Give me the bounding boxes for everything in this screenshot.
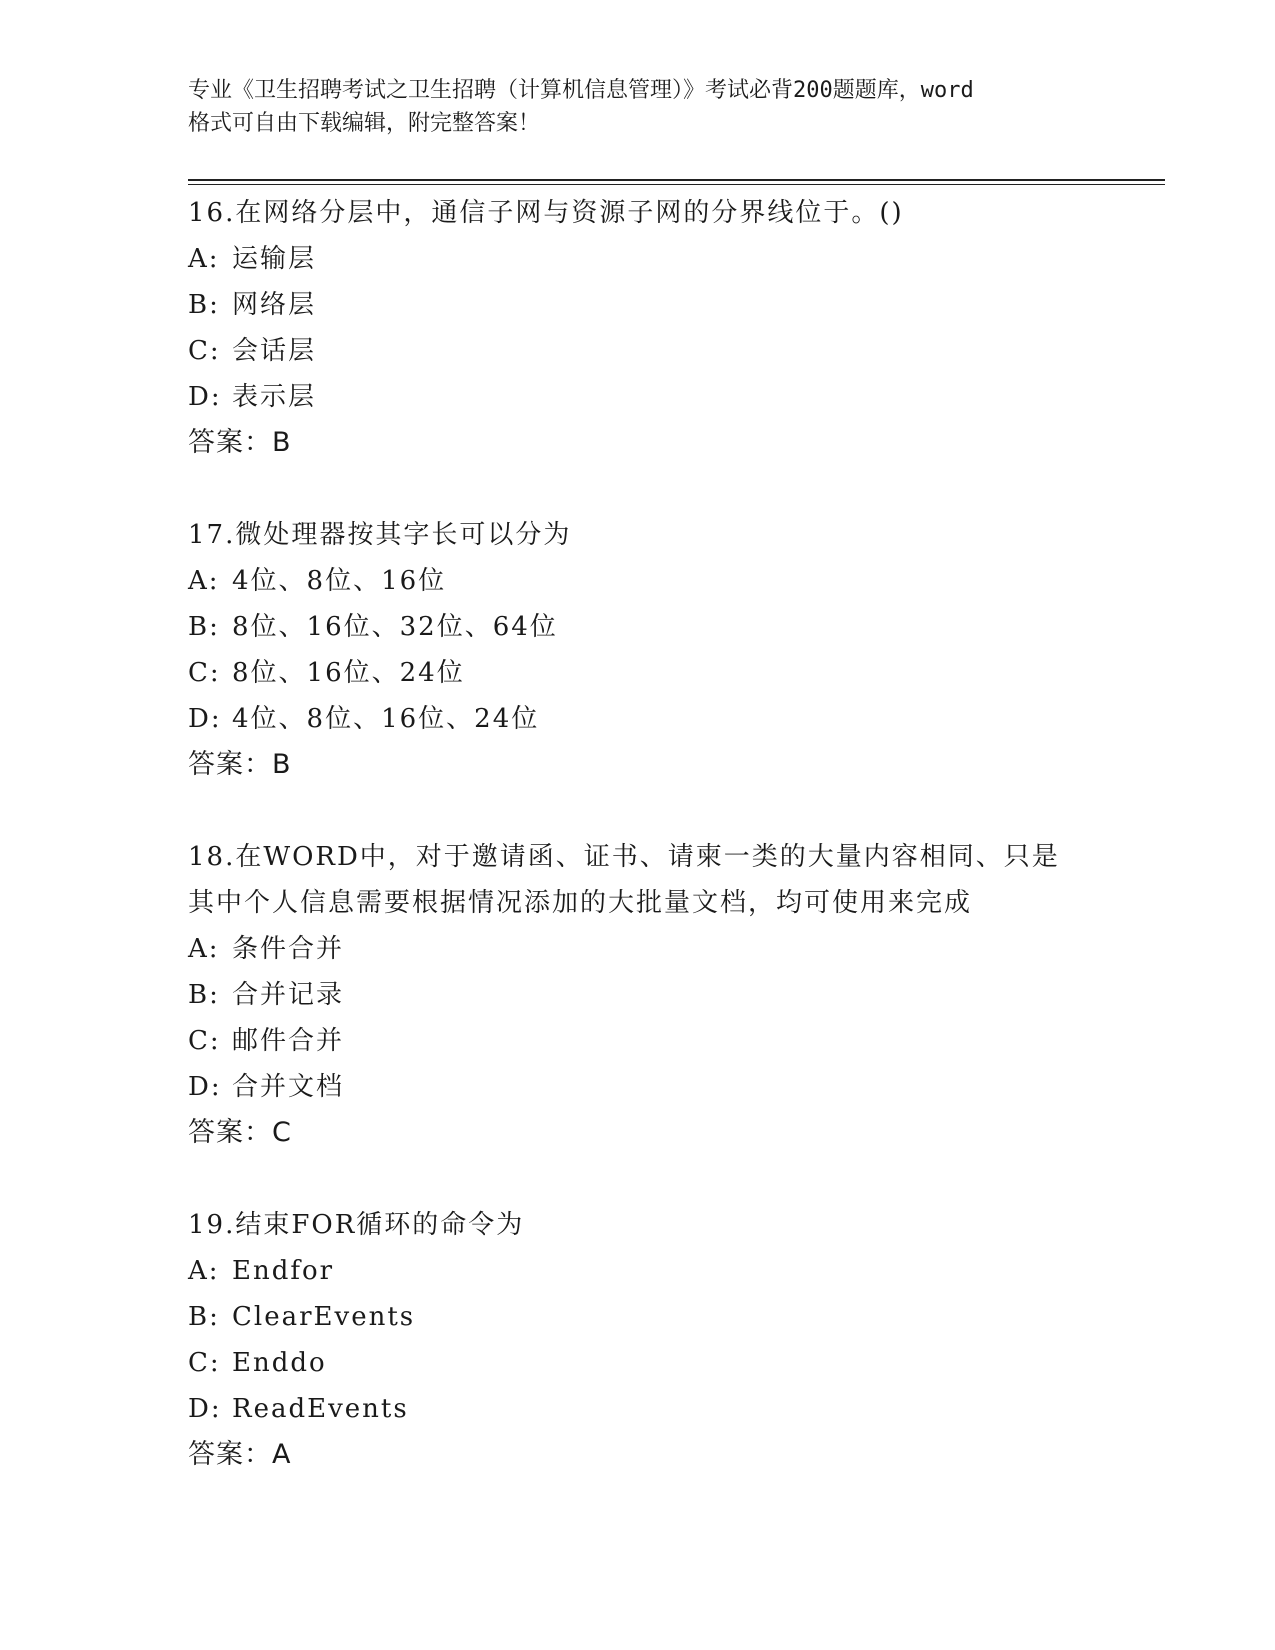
question-stem: 19.结束FOR循环的命令为 [188, 1210, 525, 1240]
option-a [188, 558, 1088, 604]
option-d [188, 1064, 1088, 1110]
option-text: 8位、16位、32位、64位 [232, 612, 558, 642]
option-text: Endfor [232, 1256, 335, 1286]
option-c [188, 1018, 1088, 1064]
option-key: C: [188, 1348, 221, 1378]
option-key: C: [188, 658, 221, 688]
question-19 [188, 1202, 1088, 1478]
option-text: 运输层 [232, 244, 317, 274]
option-text: 合并记录 [232, 980, 345, 1010]
option-key: C: [188, 1026, 221, 1056]
option-key: D: [188, 1072, 222, 1102]
option-key: A: [188, 244, 220, 274]
option-key: D: [188, 382, 222, 412]
question-stem: 16.在网络分层中，通信子网与资源子网的分界线位于。() [188, 198, 904, 228]
option-c [188, 650, 1088, 696]
option-a [188, 1248, 1088, 1294]
option-b [188, 1294, 1088, 1340]
option-key: D: [188, 704, 222, 734]
document-header [188, 74, 1088, 140]
option-text: 4位、8位、16位、24位 [232, 704, 540, 734]
option-text: 4位、8位、16位 [232, 566, 447, 596]
option-b [188, 604, 1088, 650]
question-stem: 18.在WORD中，对于邀请函、证书、请柬一类的大量内容相同、只是 [188, 842, 1060, 872]
option-d [188, 1386, 1088, 1432]
header-divider [188, 179, 1165, 181]
answer-label: 答案：B [188, 427, 292, 458]
question-stem: 17.微处理器按其字长可以分为 [188, 520, 572, 550]
question-list [188, 190, 1088, 1524]
option-d [188, 696, 1088, 742]
question-18 [188, 834, 1088, 1156]
option-key: A: [188, 934, 220, 964]
answer-label: 答案：C [188, 1117, 292, 1148]
question-17 [188, 512, 1088, 788]
option-text: 网络层 [232, 290, 317, 320]
option-text: 邮件合并 [232, 1026, 345, 1056]
header-line-1: 专业《卫生招聘考试之卫生招聘（计算机信息管理）》考试必背200题题库，word [188, 78, 974, 103]
option-text: 会话层 [232, 336, 317, 366]
option-c [188, 1340, 1088, 1386]
option-a [188, 236, 1088, 282]
option-key: D: [188, 1394, 222, 1424]
option-key: C: [188, 336, 221, 366]
option-key: A: [188, 1256, 220, 1286]
option-text: Enddo [232, 1348, 327, 1378]
answer-label: 答案：A [188, 1439, 292, 1470]
option-d [188, 374, 1088, 420]
option-text: 8位、16位、24位 [232, 658, 465, 688]
question-stem-continued: 其中个人信息需要根据情况添加的大批量文档，均可使用来完成 [188, 888, 973, 918]
option-text: ClearEvents [232, 1302, 416, 1332]
header-divider-thin [188, 184, 1165, 185]
option-text: ReadEvents [232, 1394, 409, 1424]
option-a [188, 926, 1088, 972]
option-text: 合并文档 [232, 1072, 345, 1102]
answer-label: 答案：B [188, 749, 292, 780]
option-text: 条件合并 [232, 934, 345, 964]
header-line-2: 格式可自由下载编辑，附完整答案！ [188, 111, 541, 136]
option-text: 表示层 [232, 382, 317, 412]
question-16 [188, 190, 1088, 466]
option-key: B: [188, 1302, 220, 1332]
option-key: B: [188, 980, 220, 1010]
option-b [188, 282, 1088, 328]
option-key: B: [188, 612, 220, 642]
option-c [188, 328, 1088, 374]
option-b [188, 972, 1088, 1018]
option-key: A: [188, 566, 220, 596]
option-key: B: [188, 290, 220, 320]
